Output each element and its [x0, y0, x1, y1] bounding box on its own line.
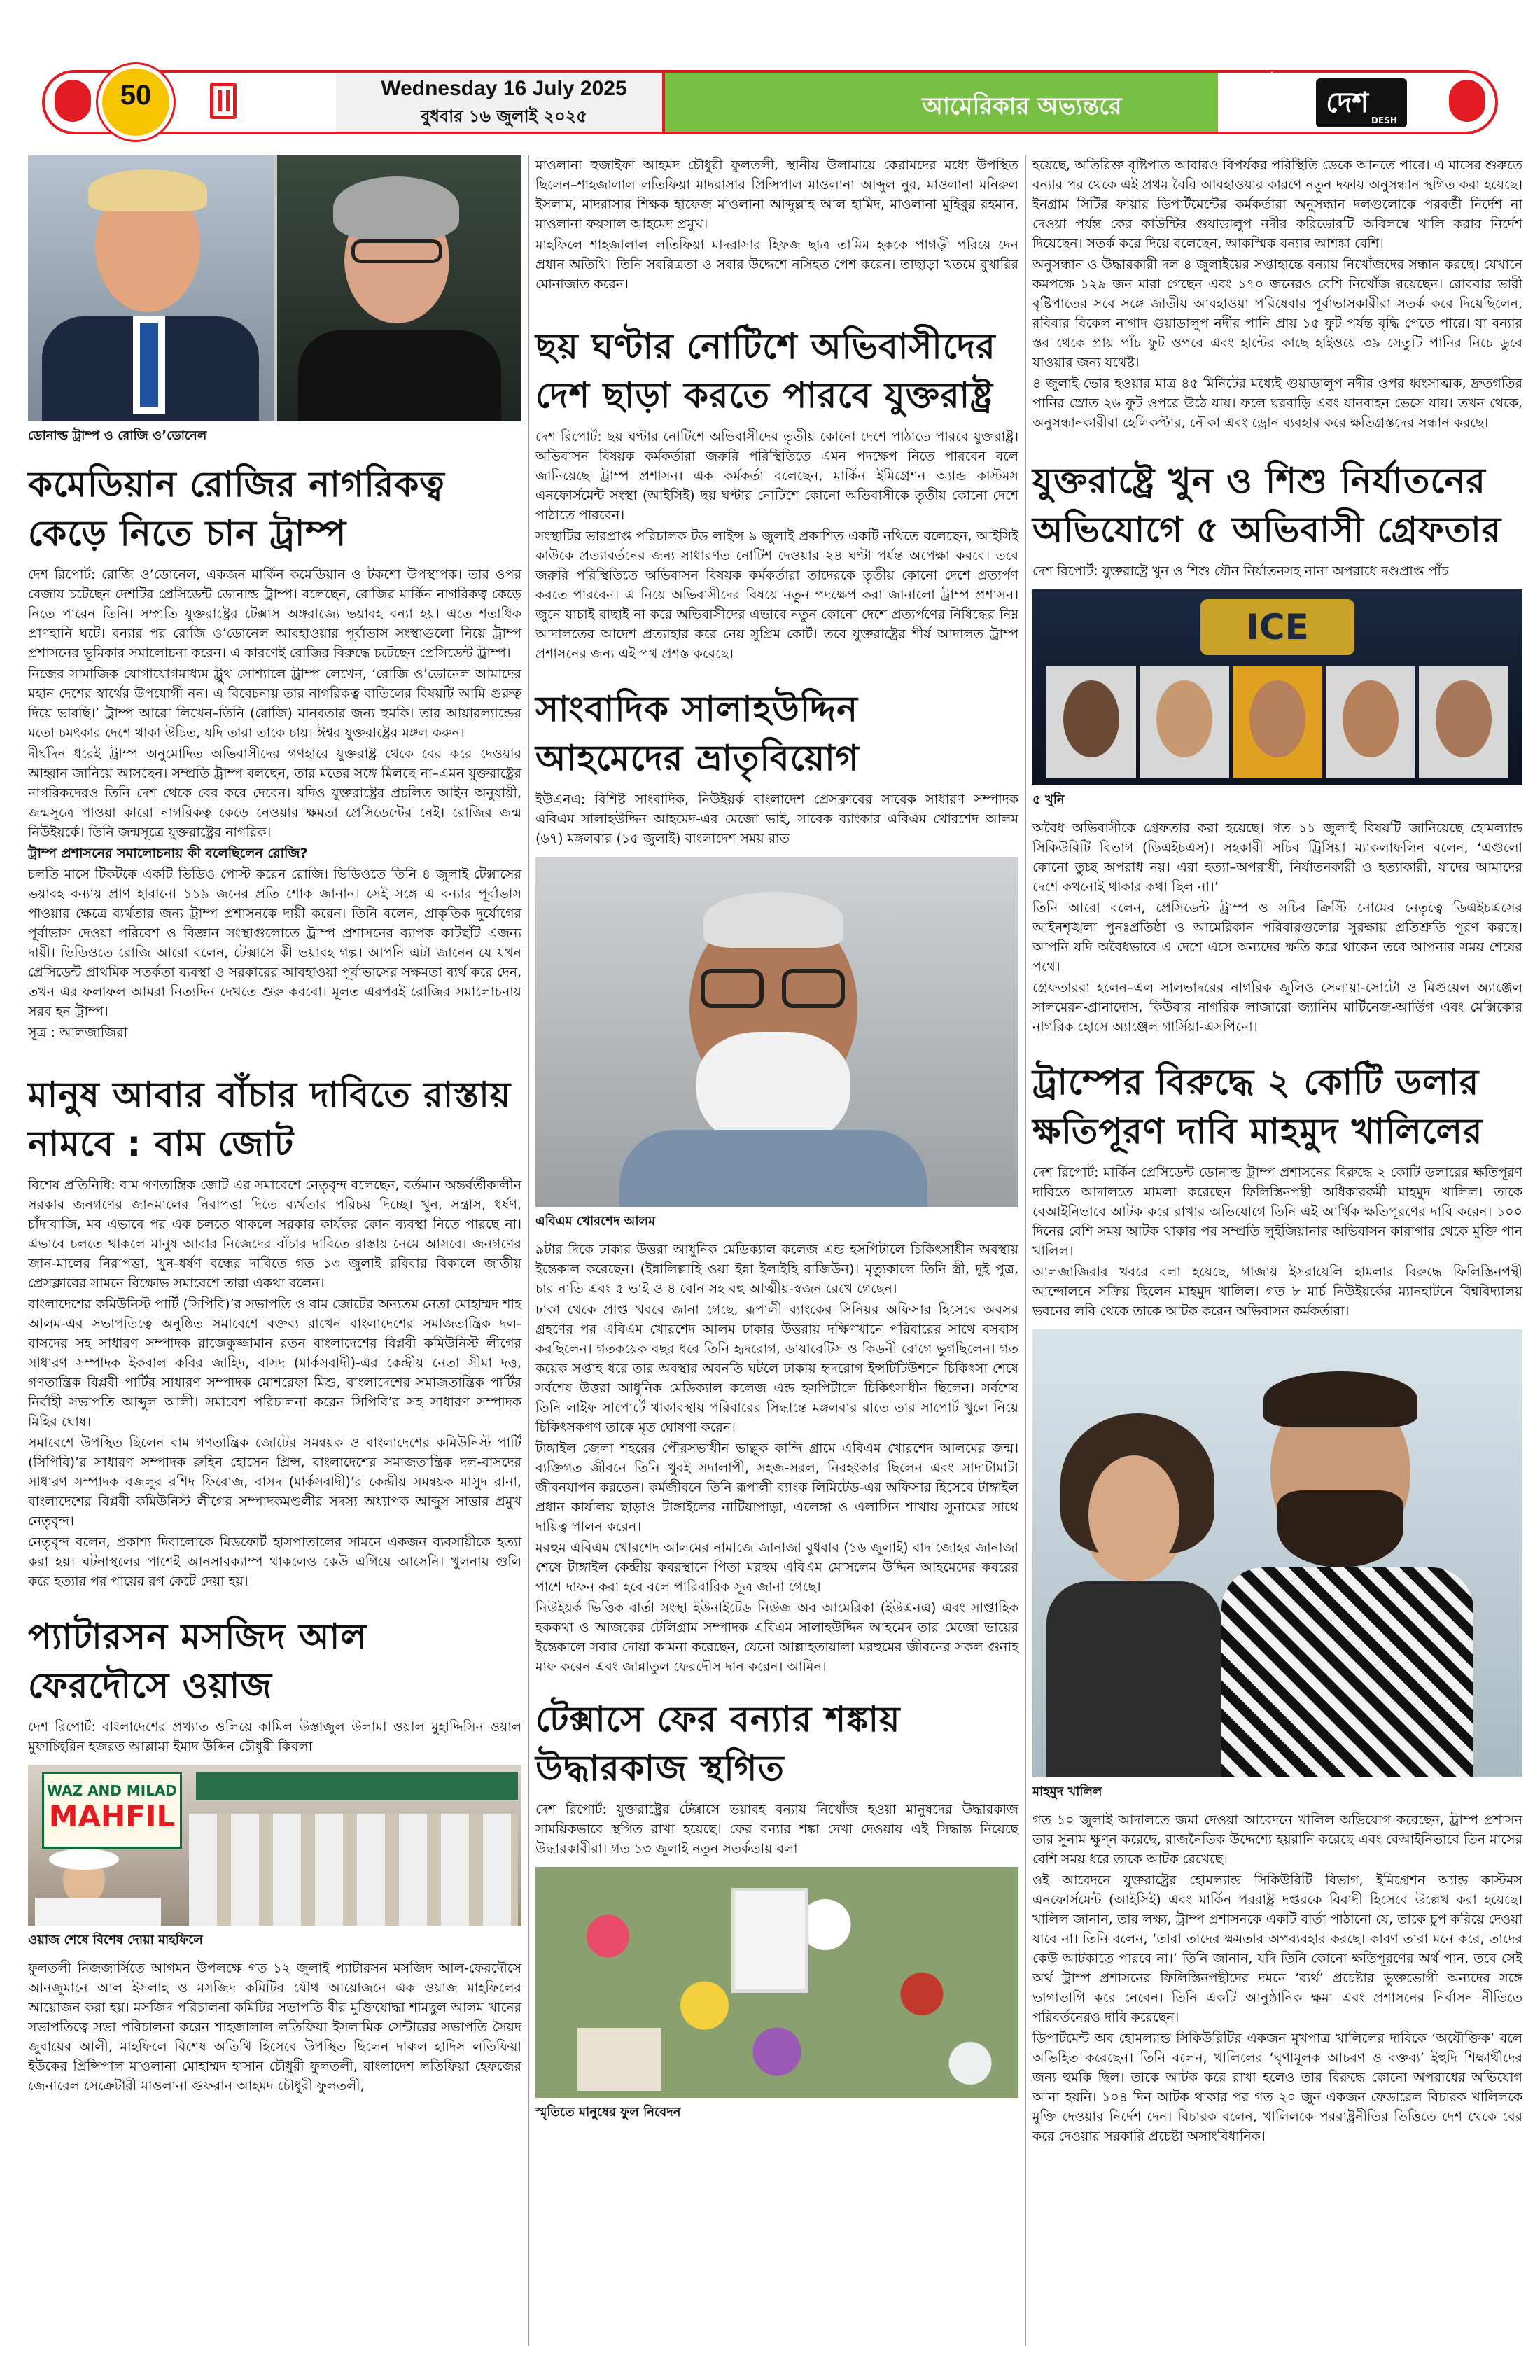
mugshot-4 — [1326, 666, 1415, 778]
article-paragraph: হয়েছে, অতিরিক্ত বৃষ্টিপাত আবারও বিপর্যকর পরিস্থিতি ডেকে আনতে পারে। এ মাসের শুরুতে বন্যার পর থেকে এই প্রথম বৈরি আবহাওয়ার কারণে নতুন দফায় অনুসন্ধান স্থগিত করা হয়েছে। ইনগ্রাম সিটির ফায়ার ডিপার্টমেন্টের কর্মকর্তারা অনুসন্ধান দলগুলোকে পরবর্তী নির্দেশ না দেওয়া পর্যন্ত কের কাউন্টির গুয়াডালুপ নদীর করিডোরটি অবিলম্বে খালি করার নির্দেশ দিয়েছেন। সতর্ক করে দিয়ে বলেছেন, আকস্মিক বন্যার আশঙ্কা বেশি। — [1032, 158, 1522, 251]
column-rule — [1025, 155, 1026, 2346]
article-paragraph: আলজাজিরার খবরে বলা হয়েছে, গাজায় ইসরায়েলি হামলার বিরুদ্ধে ফিলিস্তিনপন্থী আন্দোলনে সক্রিয় ছিলেন মাহমুদ খালিল। গত ৮ মার্চ নিউইয়র্কের ম্যানহাটনে বিশ্ববিদ্যালয় ভবনের লবি থেকে তাকে আটক করেন অভিবাসন কর্মকর্তারা। — [1032, 1264, 1522, 1319]
article-paragraph: সংস্থাটির ভারপ্রাপ্ত পরিচালক টড লাইন্স ৯ জুলাই প্রকাশিত একটি নথিতে বলেছেন, আইসিই কাউকে প্রত্যাবর্তনের জন্য সাধারণত নোটিশ দেওয়ার ২৪ ঘণ্টা পর্যন্ত অপেক্ষা করবে। তবে জরুরি পরিস্থিতিতে অভিবাসন বিষয়ক কর্মকর্তারা তাদেরকে তৃতীয় কোনো দেশে প্রত্যর্পণ করতে পারবেন। এ নিয়ে অভিবাসীদের বিষয়ে নতুন পদক্ষেপ করা জানালো ট্রাম্প প্রশাসন। জুনে যাচাই বাছাই না করে অভিবাসীদের এভাবে নতুন কোনো দেশে প্রত্যর্পণের নিষিদ্ধের নিম্ন আদালতের আদেশ প্রত্যাহার করে নেয় সুপ্রিম কোর্ট। তবে যুক্তরাষ্ট্রের শীর্ষ আদালত ট্রাম্প প্রশাসনের জন্য এই পথ প্রশস্ত করেছে। — [536, 528, 1018, 662]
column-rule — [528, 155, 529, 2346]
hair-shape — [88, 169, 207, 211]
article-paragraph: দেশ রিপোর্ট: যুক্তরাষ্ট্রের টেক্সাসে ভয়াবহ বন্যায় নিখোঁজ হওয়া মানুষদের উদ্ধারকাজ সাময়িকভাবে স্থগিত রাখা হয়েছে। ফের বন্যার শঙ্কা দেখা দেওয়ায় এই সিদ্ধান্ত নিয়েছে উদ্ধারকারীরা। গত ১৩ জুলাই নতুন সতর্কতায় বলা — [536, 1802, 1018, 1856]
article-paragraph: সমাবেশে উপস্থিত ছিলেন বাম গণতান্ত্রিক জোটের সমন্বয়ক ও বাংলাদেশের কমিউনিস্ট পার্টি (সিপিবি)’র সাধারণ সম্পাদক রুহিন হোসেন প্রিন্স, বাংলাদেশের সমাজতান্ত্রিক দল-বাসদের সাধারণ সম্পাদক বজলুর রশিদ ফিরোজ, বাসদ (মার্কসবাদী)’র কেন্দ্রীয় সমন্বয়ক মাসুদ রানা, বাংলাদেশের বিপ্লবী কমিউনিস্ট লীগের সম্পাদকমণ্ডলীর সদস্য অধ্যাপক আব্দুস সাত্তার প্রমুখ নেতৃবৃন্দ। — [28, 1435, 522, 1529]
article-left-alliance-body — [28, 1175, 522, 1591]
rosie-photo — [277, 155, 522, 421]
page-header — [42, 64, 1498, 141]
statue-of-liberty-icon — [1253, 71, 1281, 133]
hair-shape — [1264, 1371, 1418, 1427]
photo-card — [578, 2028, 662, 2091]
banner-line-1: WAZ AND MILAD — [46, 1782, 178, 1799]
article-bereavement-body — [536, 790, 1018, 848]
photo-caption: ডোনাল্ড ট্রাম্প ও রোজি ও’ডোনেল — [28, 428, 207, 443]
column-2 — [536, 155, 1018, 2131]
headline-paterson-mosque: প্যাটারসন মসজিদ আল ফেরদৌসে ওয়াজ — [28, 1616, 368, 1706]
headline-bereavement: সাংবাদিক সালাহউদ্দিন আহমেদের ভ্রাতৃবিয়োগ — [536, 689, 860, 778]
date-english: Wednesday 16 July 2025 — [381, 77, 627, 100]
logo-sub: DESH — [1371, 115, 1397, 125]
article-khalil-body — [1032, 1163, 1522, 1321]
trump-photo — [28, 155, 274, 421]
mugshot-1 — [1046, 666, 1136, 778]
article-paterson-body-cont — [28, 1959, 522, 2096]
article-paragraph: ৪ জুলাই ভোর হওয়ার মাত্র ৪৫ মিনিটের মধ্যেই গুয়াডালুপ নদীর ওপর ধ্বংসাত্মক, দ্রুতগতির পানির স্রোত ২৬ ফুট ওপরে উঠে যায়। ফলে ঘরবাড়ি এবং যানবাহন ভেসে যায়। তখন থেকে, অনুসন্ধানকারীরা হেলিকপ্টার, নৌকা এবং ড্রোন ব্যবহার করে ক্ষতিগ্রস্তদের সন্ধান করছে। — [1032, 376, 1522, 430]
photo-caption: ৫ খুনি — [1032, 792, 1065, 807]
article-six-hour-body — [536, 427, 1018, 664]
trump-rosie-photo — [28, 155, 522, 421]
mugshot-2 — [1140, 666, 1229, 778]
mahfil-banner — [42, 1772, 182, 1849]
article-paragraph: তিনি আরো বলেন, প্রেসিডেন্ট ট্রাম্প ও সচিব ক্রিস্টি নোমের নেতৃত্বে ডিএইচএসের আইনশৃঙ্খলা পুনঃপ্রতিষ্ঠা ও আমেরিকান পরিবারগুলোর সুরক্ষায় প্রতিশ্রুতি পূরণ করছে। আপনি যদি অবৈধভাবে এ দেশে এসে অন্যদের ক্ষতি করে থাকেন তবে আপনার সময় শেষের পথে। — [1032, 900, 1522, 974]
beard-shape — [1278, 1490, 1404, 1567]
article-five-arrested-body — [1032, 561, 1522, 581]
article-paragraph: দেশ রিপোর্ট: যুক্তরাষ্ট্রে খুন ও শিশু যৌন নির্যাতনসহ নানা অপরাধে দণ্ডপ্রাপ্ত পাঁচ — [1032, 564, 1449, 579]
article-bereavement-body-cont — [536, 1240, 1018, 1676]
article-paragraph: গত ১০ জুলাই আদালতে জমা দেওয়া আবেদনে খালিল অভিযোগ করেছেন, ট্রাম্প প্রশাসন তার সুনাম ক্ষুণ্ন করেছে, রাজনৈতিক উদ্দেশ্যে হয়রানি করেছে এবং বেআইনিভাবে তিন মাসের বেশি সময় ধরে তাকে আটক রেখেছে। — [1032, 1812, 1522, 1867]
column-1 — [28, 155, 522, 2097]
headline-five-arrested: যুক্তরাষ্ট্রে খুন ও শিশু নির্যাতনের অভিযোগে ৫ অভিবাসী গ্রেফতার — [1032, 461, 1502, 550]
article-rosie-body — [28, 565, 522, 1042]
article-paragraph: দেশ রিপোর্ট: মার্কিন প্রেসিডেন্ট ডোনাল্ড ট্রাম্প প্রশাসনের বিরুদ্ধে ২ কোটি ডলারের ক্ষতিপূরণ দাবিতে আদালতে মামলা করেছেন ফিলিস্তিনপন্থী অধিকারকর্মী মাহমুদ খালিল। তাকে বেআইনিভাবে আটক করে রাখার অভিযোগে তিনি এই আর্থিক ক্ষতিপূরণের দাবি করেন। ১০০ দিনের বেশি সময় আটক থাকার পর সম্প্রতি লুইজিয়ানার অভিবাসন কারাগার থেকে মুক্তি পান খালিল। — [1032, 1165, 1522, 1259]
turban-shape — [49, 1849, 119, 1870]
hair-shape — [333, 176, 459, 239]
article-paragraph: নিজের সামাজিক যোগাযোগমাধ্যম ট্রুথ সোশ্যালে ট্রাম্প লেখেন, ‘রোজি ও’ডোনেল আমাদের মহান দেশের স্বার্থের উপযোগী নন। এ বিবেচনায় তার নাগরিকত্ব বাতিলের বিষয়টি আমি গুরুত্ব দিয়ে ভাবছি।’ ট্রাম্প আরো লিখেন–তিনি (রোজি) মানবতার জন্য হুমকি। তার আয়ারল্যান্ডের মতো চমৎকার দেশে থাকা উচিত, যদি তারা তাকে চায়। ঈশ্বর যুক্তরাষ্ট্রের মঙ্গল করুন। — [28, 666, 522, 741]
article-khalil-body-cont — [1032, 1810, 1522, 2146]
article-paragraph: ডিপার্টমেন্ট অব হোমল্যান্ড সিকিউরিটির একজন মুখপাত্র খালিলের দাবিকে ‘অযৌক্তিক’ বলে অভিহিত করেছেন। তিনি বলেন, খালিলের ‘ঘৃণামূলক আচরণ ও বক্তব্য’ ইহুদি শিক্ষার্থীদের জন্য হুমকি ছিল। তাকে আটক করে রাখা হলেও তার বিরুদ্ধে কোনো অপরাধের অভিযোগ আনা হয়নি। ১০৪ দিন আটক থাকার পর গত ২০ জুন একজন ফেডারেল বিচারক খালিলকে মুক্তি দেওয়ার নির্দেশ দেন। বিচারক বলেন, খালিলকে পররাষ্ট্রনীতির ভিত্তিতে দেশ থেকে বের করে দেওয়ার সরকারি প্রচেষ্টা অসাংবিধানিক। — [1032, 2031, 1522, 2144]
face-shape — [1436, 680, 1492, 757]
left-dot — [55, 80, 91, 122]
date-bangla: বুধবার ১৬ জুলাই ২০২৫ — [421, 106, 587, 126]
khorshed-alam-photo — [536, 857, 1018, 1207]
article-paragraph: দেশ রিপোর্ট: ছয় ঘণ্টার নোটিশে অভিবাসীদের তৃতীয় কোনো দেশে পাঠাতে পারবে যুক্তরাষ্ট্র। অভিবাসন বিষয়ক কর্মকর্তারা জরুরি পরিস্থিতিতে এমন পদক্ষেপ নিতে পারবেন বলে জানিয়েছে ট্রাম্প প্রশাসন। এক কর্মকর্তা বলেছেন, মার্কিন ইমিগ্রেশন অ্যান্ড কাস্টমস এনফোর্সমেন্ট সংস্থা (আইসিই) ছয় ঘণ্টার নোটিশে কোনো অভিবাসীকে তৃতীয় কোনো দেশে পাঠাতে পারবেন। — [536, 429, 1018, 523]
shirt-shape — [620, 1130, 927, 1207]
logo-text: দেশ — [1326, 87, 1369, 119]
photo-caption: ওয়াজ শেষে বিশেষ দোয়া মাহফিলে — [28, 1933, 203, 1947]
calendar-icon — [210, 83, 237, 119]
mugshot-3 — [1233, 666, 1322, 778]
wall-banner — [196, 1772, 518, 1800]
article-paragraph: মাহফিলে শাহজালাল লতিফিয়া মাদরাসার হিফজ ছাত্র তামিম হককে পাগড়ী পরিয়ে দেন প্রধান অতিথি। তিনি সবরিত্রতা ও সবার উদ্দেশে নসিহত পেশ করেন। তাছাড়া খতমে বুখারির মোনাজাত করেন। — [536, 237, 1018, 292]
ice-badge: ICE — [1200, 599, 1354, 655]
article-five-arrested-body-cont — [1032, 818, 1522, 1037]
article-paragraph: ঢাকা থেকে প্রাপ্ত খবরে জানা গেছে, রূপালী ব্যাংকের সিনিয়র অফিসার হিসেবে অবসর গ্রহণের পর এবিএম খোরশেদ আলম ঢাকার উত্তরায় দক্ষিণখানে পরিবারের সাথে বসবাস করছিলেন। গতকয়েক বছর ধরে তিনি হৃদরোগ, ডায়াবেটিস ও কিডনী রোগে ভুগছিলেন। গত কয়েক সপ্তাহ ধরে তার অবস্থার অবনতি ঘটলে ঢাকায় হৃদরোগ ইন্সটিটিউশনে চিকিৎসা শেষে সর্বশেষ উত্তরা আধুনিক মেডিক্যাল কলেজ এন্ড হসপিটালে চিকিৎসাধীন ছিলেন। সর্বশেষ তিনি লাইফ সাপোর্টে থাকাবস্থায় পরিবারের সিদ্ধান্তে মঙ্গলবার রাতে তার সাপোর্ট খুলে নিয়ে চিকিৎসকগণ তাকে মৃত ঘোষণা করেন। — [536, 1302, 1018, 1435]
article-paragraph: দেশ রিপোর্ট: রোজি ও’ডোনেল, একজন মার্কিন কমেডিয়ান ও টকশো উপস্থাপক। তার ওপর বেজায় চটেছেন দেশটির প্রেসিডেন্ট ডোনাল্ড ট্রাম্প। বলেছেন, রোজির মার্কিন নাগরিকত্ব কেড়ে নিতে পারেন তিনি। সম্প্রতি যুক্তরাষ্ট্রের টেক্সাস অঙ্গরাজ্যে ভয়াবহ বন্যা হয়। এতে শতাধিক প্রাণহানি ঘটে। বন্যার পর রোজি ও’ডোনেল আবহাওয়ার পূর্বাভাস সংস্থাগুলো নিয়ে ট্রাম্প প্রশাসনের ভূমিকার সমালোচনা করেন। এ কারণেই রোজির বিরুদ্ধে চটেছেন প্রেসিডেন্ট ট্রাম্প। — [28, 567, 522, 661]
photo-caption: এবিএম খোরশেদ আলম — [536, 1214, 656, 1228]
article-paragraph: ইউএনএ: বিশিষ্ট সাংবাদিক, নিউইয়র্ক বাংলাদেশ প্রেসক্লাবের সাবেক সাধারণ সম্পাদক এবিএম সালাহউদ্দিন আহমেদ-এর মেজো ভাই, সাবেক ব্যাংকার এবিএম খোরশেদ আলম (৬৭) মঙ্গলবার (১৫ জুলাই) বাংলাদেশ সময় রাত — [536, 792, 1018, 846]
mahmoud-khalil-photo — [1032, 1329, 1522, 1777]
keffiyeh-shape — [1222, 1567, 1474, 1777]
face-shape — [1250, 680, 1306, 757]
article-texas-flood-continued — [1032, 155, 1522, 433]
article-paragraph: দীর্ঘদিন ধরেই ট্রাম্প অনুমোদিত অভিবাসীদের গণহারে যুক্তরাষ্ট্র থেকে বের করে দেওয়ার আহ্বান জানিয়ে আসছেন। সম্প্রতি ট্রাম্প বলছেন, তার মতের সঙ্গে মিলছে না–এমন যুক্তরাষ্ট্রের নাগরিকদেরও তিনি দেশ থেকে বের করে দেবেন। যদিও যুক্তরাষ্ট্রের প্রচলিত আইন অনুযায়ী, জন্মসূত্রে পাওয়া কারো নাগরিকত্ব কেড়ে নেওয়ার ক্ষমতা প্রেসিডেন্টের নেই। রোজির জন্ম নিউইয়র্কে। তিনি জন্মসূত্রে যুক্তরাষ্ট্রের নাগরিক। — [28, 746, 522, 840]
article-paragraph: বিশেষ প্রতিনিধি: বাম গণতান্ত্রিক জোট এর সমাবেশে নেতৃবৃন্দ বলেছেন, বর্তমান অন্তর্বর্তীকালীন সরকার জনগণের জানমালের নিরাপত্তা দিতে ব্যর্থতার পরিচয় দিচ্ছে। খুন, সন্ত্রাস, ধর্ষণ, চাঁদাবাজি, মব এভাবে পর এক চলতে থাকলে সরকার কার্যকর কোন ব্যবস্থা নিতে পারছে না। এভাবে চলতে থাকলে মানুষ আবার নিজেদের বাঁচার দাবিতে রাস্তায় নেমে আসবে। জনগণের জান-মালের নিরাপত্তা, খুন-ধর্ষণ বন্ধের দাবিতে গত ১৩ জুলাই রবিবার বিকালে জাতীয় প্রেসক্লাবের সামনে বিক্ষোভ সমাবেশে তারা একথা বলেন। — [28, 1177, 522, 1291]
headline-texas-flood: টেক্সাসে ফের বন্যার শঙ্কায় উদ্ধারকাজ স্থগিত — [536, 1699, 901, 1788]
article-paragraph: মাওলানা হুজাইফা আহমদ চৌধুরী ফুলতলী, স্থানীয় উলামায়ে কেরামদের মধ্যে উপস্থিত ছিলেন–শাহজালাল লতিফিয়া মাদরাসার প্রিন্সিপাল মাওলানা আব্দুল নুর, মাওলানা মনিরুল ইসলাম, মাদরাসার শিক্ষক হাফেজ মাওলানা আব্দুল্লাহ আল হামিদ, মাওলানা মুহিবুর রহমান, মাওলানা ফয়সাল আহমেদ প্রমুখ। — [536, 158, 1018, 232]
headline-left-alliance: মানুষ আবার বাঁচার দাবিতে রাস্তায় নামবে : বাম জোট — [28, 1074, 512, 1164]
crowd-shape — [189, 1814, 518, 1926]
article-paragraph: নেতৃবৃন্দ বলেন, প্রকাশ্য দিবালোকে মিডফোর্ট হাসপাতালের সামনে একজন ব্যবসায়ীকে হত্যা করা হয়। ঘটনাস্থলের পাশেই আনসারক্যাম্প থাকলেও কেউ এগিয়ে আসেনি। খুলনায় গুলি করে হত্যার পর পায়ের রগ কেটে দেয়া হয়। — [28, 1534, 522, 1589]
tie-shape — [140, 323, 158, 407]
headline-six-hour-notice: ছয় ঘণ্টার নোটিশে অভিবাসীদের দেশ ছাড়া করতে পারবে যুক্তরাষ্ট্র — [536, 326, 996, 416]
jacket-shape — [298, 330, 501, 421]
page-number: 50 — [120, 80, 152, 111]
article-paragraph: অবৈধ অভিবাসীকে গ্রেফতার করা হয়েছে। গত ১১ জুলাই বিষয়টি জানিয়েছে হোমল্যান্ড সিকিউরিটি বিভাগ (ডিএইচএস)। সহকারী সচিব ট্রিসিয়া ম্যাকলাফলিন বলেন, ‘এগুলো কোনো তুচ্ছ অপরাধ নয়। এরা হত্যা–অপরাধী, নির্যাতনকারী ও হত্যাকারী, যাদের আমাদের দেশে কখনোই থাকার কথা ছিল না।’ — [1032, 820, 1522, 895]
article-subhead: ট্রাম্প প্রশাসনের সমালোচনায় কী বলেছিলেন রোজি? — [28, 846, 308, 861]
ice-mugshots-photo — [1032, 589, 1522, 785]
article-paragraph: টাঙ্গাইল জেলা শহরের পৌরসভাধীন ভাল্লুক কান্দি গ্রামে এবিএম খোরশেদ আলমের জন্ম। ব্যক্তিগত জীবনে তিনি খুবই সদালাপী, সহজ-সরল, নিরহংকার ছিলেন এবং সাদাটামাটা জীবনযাপন করতেন। কর্মজীবনে তিনি রূপালী ব্যাংক লিমিটেড-এর অফিসার হিসেবে টাঙ্গাইল প্রধান কার্যালয় ছাড়াও টাঙ্গাইলের নাটিয়াপাড়া, এলেঙ্গা ও এলাসিন শাখায় সুনামের সাথে দায়িত্ব পালন করেন। — [536, 1441, 1018, 1534]
article-paragraph: বাংলাদেশের কমিউনিস্ট পার্টি (সিপিবি)’র সভাপতি ও বাম জোটের অন্যতম নেতা মোহাম্মদ শাহ আলম-এর সভাপতিত্বে অনুষ্ঠিত সমাবেশে বক্তব্য রাখেন বাংলাদেশের সমাজতান্ত্রিক দল-বাসদের সহ সাধারণ সম্পাদক রাজেকুজ্জামান রতন বাংলাদেশের বিপ্লবী কমিউনিস্ট লীগের সাধারণ সম্পাদক ইকবাল কবির জাহিদ, বাসদ (মার্কসবাদী)-এর কেন্দ্রীয় নেতা সীমা দত্ত, গণতান্ত্রিক বিপ্লবী পার্টির সাধারণ সম্পাদক মোশরেফা মিশু, বাংলাদেশের সমাজতান্ত্রিক পার্টির নির্বাহী সভাপতি আব্দুল আলী। সমাবেশ পরিচালনা করেন সিপিবি’র সহ সাধারণ সম্পাদক মিহির ঘোষ। — [28, 1296, 522, 1429]
column-3 — [1032, 155, 1522, 2148]
article-texas-flood-body — [536, 1800, 1018, 1858]
jacket-shape — [1046, 1581, 1222, 1777]
photo-caption: স্মৃতিতে মানুষের ফুল নিবেদন — [536, 2105, 681, 2120]
mugshot-5 — [1419, 666, 1508, 778]
face-shape — [1063, 680, 1119, 757]
logo — [1316, 78, 1407, 127]
photo-caption: মাহমুদ খালিল — [1032, 1784, 1102, 1799]
glasses-left — [701, 969, 764, 1008]
article-paragraph: ফুলতলী নিজজার্সিতে আগমন উপলক্ষে গত ১২ জুলাই প্যাটারসন মসজিদ আল-ফেরদৌসে আনজুমানে আল ইসলাহ ও মসজিদ কমিটির যৌথ আয়োজনে এক ওয়াজ মাহফিলের আয়োজন করা হয়। মসজিদ পরিচালনা কমিটির সভাপতি বীর মুক্তিযোদ্ধা শামছুল আলম খানের সভাপতিত্বে সভা পরিচালনা করেন শাহজালাল লতিফিয়া ইসলামিক সেন্টারের সভাপতি সৈয়দ জুবায়ের আলী, মাহফিলে বিশেষ অতিথি হিসেবে উপস্থিত ছিলেন দারুল হাদিস লতিফিয়া ইউকের প্রিন্সিপাল মাওলানা মোহাম্মদ হাসান চৌধুরী ফুলতলী, বাংলাদেশ লতিফিয়া হেফজের জেনারেল সেক্রেটারী মাওলানা গুফরান আহমদ চৌধুরী ফুলতলী, — [28, 1961, 522, 2094]
article-paragraph: ওই আবেদনে যুক্তরাষ্ট্রের হোমল্যান্ড সিকিউরিটি বিভাগ, ইমিগ্রেশন অ্যান্ড কাস্টমস এনফোর্সমেন্ট (আইসিই) এবং মার্কিন পররাষ্ট্র দপ্তরকে বিবাদী হিসেবে উল্লেখ করা হয়েছে। খালিল জানান, তার লক্ষ্য, ট্রাম্প প্রশাসনকে একটি বার্তা পাঠানো যে, তাকে চুপ করিয়ে দেওয়া যাবে না। তিনি বলেন, ‘তারা তাদের ক্ষমতার অপব্যবহার করছে। কারণ তারা মনে করে, তাদের কেউ আটকাতে পারবে না।’ তিনি জানান, যদি তিনি কোনো ক্ষতিপূরণের অর্থ পান, তবে সেই অর্থ ট্রাম্প প্রশাসনের ফিলিস্তিনপন্থীদের দমনে ‘ব্যর্থ’ প্রচেষ্টার ভুক্তভোগী অন্যদের সঙ্গে ভাগাভাগি করে নেবেন। তিনি একটি আনুষ্ঠানিক ক্ষমা এবং প্রশাসনের নির্বাসন নীতিতে পরিবর্তনেরও দাবি করেছেন। — [1032, 1872, 1522, 2025]
article-paragraph: মরহুম এবিএম খোরশেদ আলমের নামাজে জানাজা বুধবার (১৬ জুলাই) বাদ জোহর জানাজা শেষে টাঙ্গাইল কেন্দ্রীয় কবরস্থানে পিতা মরহুম এবিএম মোসলেম উদ্দিন আহমেদের কবরের পাশে দাফন করা হবে বলে পারিবারিক সূত্র জানা গেছে। — [536, 1540, 1018, 1595]
banner-line-2: MAHFIL — [48, 1799, 176, 1833]
article-paragraph: অনুসন্ধান ও উদ্ধারকারী দল ৪ জুলাইয়ের সপ্তাহান্তে বন্যায় নিখোঁজদের সন্ধান করছে। যেখানে কমপক্ষে ১২৯ জন মারা গেছেন এবং ১৭০ জনেরও বেশি নিখোঁজ রয়েছেন। রোববার ভারী বৃষ্টিপাতের সবে সঙ্গে জাতীয় আবহাওয়া পরিষেবার পূর্বাভাসকারীরা সতর্ক করে দিয়েছিলেন, রবিবার বিকেল নাগাদ গুয়াডালুপ নদীর পানি প্রায় ১৫ ফুট পর্যন্ত বৃদ্ধি পেতে পারে। যা বন্যার স্তর থেকে প্রায় পাঁচ ফুট ওপরে এবং হান্টের কাছে হাইওয়ে ৩৯ সেতুটি পানির নিচে ডুবে যাওয়ার জন্য যথেষ্ট। — [1032, 257, 1522, 370]
right-dot — [1449, 80, 1485, 122]
face-shape — [1088, 1455, 1180, 1574]
section-title: আমেরিকার অভ্যন্তরে — [922, 92, 1122, 120]
article-paterson-continued — [536, 155, 1018, 294]
headline-mahmoud-khalil: ট্রাম্পের বিরুদ্ধে ২ কোটি ডলার ক্ষতিপূরণ দাবি মাহমুদ খালিলের — [1032, 1062, 1483, 1152]
headline-rosie: কমেডিয়ান রোজির নাগরিকত্ব কেড়ে নিতে চান ট্রাম্প — [28, 464, 445, 554]
hair-shape — [704, 892, 844, 948]
article-paragraph: ৯টার দিকে ঢাকার উত্তরা আধুনিক মেডিক্যাল কলেজ এন্ড হসপিটালে চিকিৎসাধীন অবস্থায় ইন্তেকাল করেছেন। (ইন্নালিল্লাহি ওয়া ইন্না ইলাইহি রাজিউন)। মৃত্যুকালে তিনি স্ত্রী, দুই পুত্র, চার নাতি এবং ৫ ভাই ও ৪ বোন সহ বহু আত্মীয়-স্বজন রেখে গেছেন। — [536, 1242, 1018, 1296]
face-shape — [1343, 680, 1399, 757]
robe-shape — [35, 1898, 161, 1926]
face-shape — [1156, 680, 1212, 757]
article-paterson-body — [28, 1717, 522, 1756]
article-paragraph: গ্রেফতাররা হলেন–এল সালভাদরের নাগরিক জুলিও সেলায়া-সোটো ও মিগুয়েল অ্যাঞ্জেল সালমেরন-গ্রানাদোস, কিউবার নাগরিক লাজারো জ্যানিম মার্টিনেজ-আর্তিগ এবং মেক্সিকোর নাগরিক হোসে অ্যাঞ্জেল গার্সিয়া-এসপিনো। — [1032, 980, 1522, 1035]
article-paragraph: চলতি মাসে টিকটকে একটি ভিডিও পোস্ট করেন রোজি। ভিডিওতে তিনি ৪ জুলাই টেক্সাসের ভয়াবহ বন্যায় প্রাণ হারানো ১১৯ জনের প্রতি শোক জানান। সেই সঙ্গে এ বন্যার পূর্বাভাস পাওয়ার ক্ষেত্রে ব্যর্থতার জন্য ট্রাম্প প্রশাসনকে দায়ী করেন। তিনি বলেন, প্রাকৃতিক দুর্যোগের পূর্বাভাস দেওয়া পরিবেশ ও বিজ্ঞান সংস্থাগুলোতে ট্রাম্প প্রশাসনের ব্যাপক কাটছাঁট এজন্য দায়ী। ভিডিওতে রোজি আরো বলেন, টেক্সাসে কী ভয়াবহ গল্প। আপনি এটা জানেন যে যখন প্রেসিডেন্ট প্রাথমিক সতর্কতা ব্যবস্থা ও সরকারের আবহাওয়া পূর্বাভাসের সক্ষমতা ব্যর্থ করে দেন, তখন এর ফলাফল আমরা নিত্যদিন দেখতে শুরু করবো। মূলত এরপরই রোজির সমালোচনায় সরব হন ট্রাম্প। — [28, 867, 522, 1019]
mahfil-photo — [28, 1765, 522, 1926]
article-paragraph: নিউইয়র্ক ভিত্তিক বার্তা সংস্থা ইউনাইটেড নিউজ অব আমেরিকা (ইউএনএ) এবং সাপ্তাহিক হককথা ও আজকের টেলিগ্রাম সম্পাদক এবিএম সালাহউদ্দিন আহমেদ তার মেজো ভায়ের ইন্তেকালে সবার দোয়া কামনা করেছেন, যেনো আল্লাহতায়ালা মরহুমের জীবনের সকল গুনাহ মাফ করেন এবং জান্নাতুল ফেরদৌস দান করেন। আমিন। — [536, 1600, 1018, 1674]
portrait-frame — [732, 1888, 808, 1993]
glasses-right — [782, 969, 845, 1008]
article-source: সূত্র : আলজাজিরা — [28, 1025, 128, 1040]
article-paragraph: দেশ রিপোর্ট: বাংলাদেশের প্রখ্যাত ওলিয়ে কামিল উস্তাজুল উলামা ওয়াল মুহাদ্দিসিন ওয়াল মুফাচ্ছিরিন হজরত আল্লামা ইমাদ উদ্দিন চৌধুরী কিবলা — [28, 1719, 522, 1754]
memorial-flowers-photo — [536, 1867, 1018, 2098]
glasses-shape — [351, 239, 442, 263]
